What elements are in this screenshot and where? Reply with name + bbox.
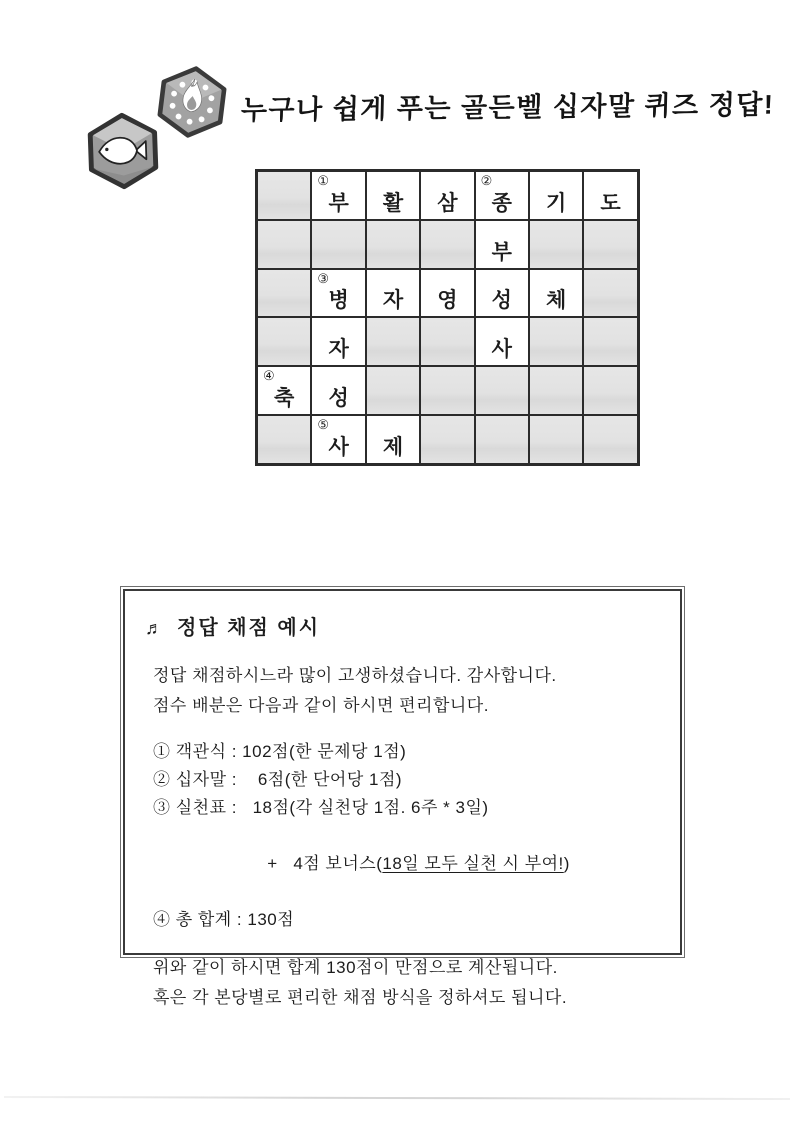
crossword-answer-letter: 활 — [382, 191, 404, 215]
crossword-cell — [529, 415, 583, 464]
bonus-suffix: ) — [563, 854, 570, 873]
crossword-answer-letter: 축 — [274, 386, 295, 410]
music-note-icon: ♬ — [145, 618, 165, 638]
crossword-cell — [420, 269, 474, 318]
crossword-cell — [475, 171, 529, 220]
score-item-bonus — [153, 822, 656, 906]
crossword-cell — [420, 171, 474, 220]
scorebox-outro — [143, 954, 656, 1012]
crossword-cell — [257, 171, 311, 220]
bonus-prefix: + 4점 보너스( — [267, 854, 383, 873]
crossword-answer-letter: 도 — [600, 191, 621, 215]
crossword-answer-letter: 병 — [328, 289, 349, 313]
crossword-clue-number: ④ — [263, 368, 275, 384]
crossword-cell — [366, 171, 420, 220]
intro-line-1: 정답 채점하시느라 많이 고생하셨습니다. 감사합니다. — [153, 666, 557, 685]
fire-badge-icon — [155, 60, 230, 143]
score-item-total: ④ 총 합계 : 130점 — [153, 910, 295, 929]
crossword-cell — [583, 317, 637, 366]
crossword-cell — [311, 366, 365, 415]
outro-line-2: 혹은 각 본당별로 편리한 채점 방식을 정하셔도 됩니다. — [153, 988, 568, 1007]
crossword-answer-letter: 체 — [546, 289, 567, 313]
score-item-crossword: ② 십자말 : 6점(한 단어당 1점) — [153, 770, 403, 789]
crossword-cell — [475, 415, 529, 464]
bonus-underlined-text: 18일 모두 실천 시 부여! — [382, 854, 564, 873]
crossword-answer-letter: 영 — [437, 289, 458, 313]
crossword-cell — [311, 171, 365, 220]
score-item-practice: ③ 실천표 : 18점(각 실천당 1점. 6주 * 3일) — [153, 798, 489, 817]
crossword-cell — [366, 317, 420, 366]
crossword-answer-letter: 자 — [328, 338, 349, 362]
crossword-cell — [475, 269, 529, 318]
crossword-answer-letter: 사 — [328, 435, 349, 459]
crossword-answer-letter: 부 — [328, 191, 349, 215]
scan-page-edge — [4, 1096, 790, 1100]
crossword-cell — [420, 317, 474, 366]
crossword-cell — [529, 269, 583, 318]
crossword-cell — [257, 220, 311, 269]
crossword-cell — [311, 220, 365, 269]
crossword-cell — [583, 220, 637, 269]
intro-line-2: 점수 배분은 다음과 같이 하시면 편리합니다. — [153, 696, 489, 715]
crossword-cell — [475, 317, 529, 366]
crossword-answer-letter: 제 — [382, 435, 404, 459]
crossword-cell — [529, 366, 583, 415]
crossword-cell — [420, 366, 474, 415]
score-item-objective: ① 객관식 : 102점(한 문제당 1점) — [153, 742, 407, 761]
crossword-cell — [257, 269, 311, 318]
crossword-answer-letter: 성 — [328, 386, 349, 410]
scorebox-intro — [143, 662, 656, 720]
crossword-clue-number: ③ — [317, 270, 330, 286]
scoring-example-box — [120, 586, 685, 1007]
crossword-answer-letter: 삼 — [437, 191, 458, 215]
crossword-answer-letter: 종 — [491, 191, 512, 215]
crossword-clue-number: ⑤ — [317, 416, 330, 432]
scoring-example-box-inner — [123, 589, 682, 1007]
crossword-cell — [257, 317, 311, 366]
page-title: 누구나 쉽게 푸는 골든벨 십자말 퀴즈 정답! — [240, 89, 775, 126]
crossword-cell — [420, 415, 474, 464]
crossword-answer-letter: 성 — [491, 289, 512, 313]
crossword-cell — [529, 171, 583, 220]
crossword-cell — [583, 171, 637, 220]
crossword-cell — [529, 317, 583, 366]
crossword-clue-number: ② — [480, 173, 493, 188]
crossword-clue-number: ① — [317, 173, 330, 188]
crossword-cell — [583, 366, 637, 415]
crossword-cell — [311, 317, 365, 366]
crossword-grid — [255, 169, 640, 466]
crossword-cell — [366, 366, 420, 415]
crossword-cell — [366, 220, 420, 269]
crossword-cell — [366, 269, 420, 318]
crossword-cell — [257, 415, 311, 464]
crossword-cell — [257, 366, 311, 415]
crossword-answer-letter: 사 — [491, 338, 512, 362]
crossword-cell — [475, 220, 529, 269]
crossword-cell — [583, 415, 637, 464]
crossword-cell — [529, 220, 583, 269]
crossword-cell — [366, 415, 420, 464]
scorebox-title — [145, 611, 656, 640]
scorebox-title-text: 정답 채점 예시 — [177, 617, 321, 639]
crossword-cell — [311, 269, 365, 318]
crossword-cell — [475, 366, 529, 415]
outro-line-1: 위와 같이 하시면 합계 130점이 만점으로 계산됩니다. — [153, 958, 558, 977]
fish-badge-icon — [87, 111, 160, 191]
crossword-cell — [420, 220, 474, 269]
crossword-answer-letter: 부 — [491, 240, 512, 264]
crossword-cell — [311, 415, 365, 464]
crossword-answer-letter: 기 — [546, 191, 567, 215]
crossword-cell — [583, 269, 637, 318]
score-list — [153, 738, 656, 934]
crossword-answer-letter: 자 — [382, 289, 404, 313]
